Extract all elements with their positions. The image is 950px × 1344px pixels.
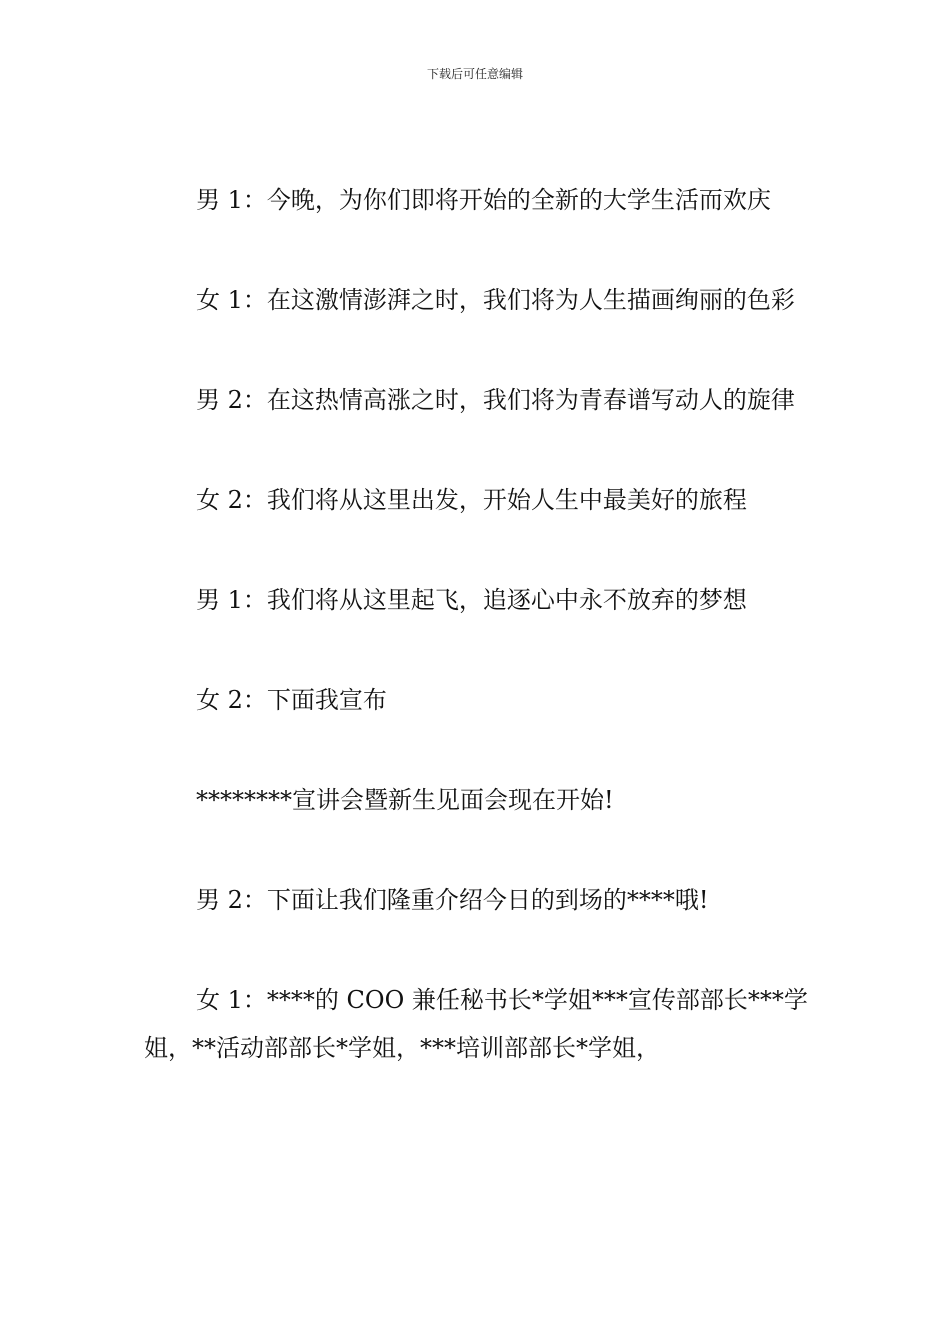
paragraph-1: 男 1：今晚，为你们即将开始的全新的大学生活而欢庆 [196, 186, 771, 214]
paragraph-9: 女 1：****的 COO 兼任秘书长*学姐***宣传部部长***学姐，**活动部部长*学姐，***培训部部长*学姐， [144, 986, 808, 1062]
paragraph-5: 男 1：我们将从这里起飞，追逐心中永不放弃的梦想 [196, 586, 747, 614]
paragraph-4: 女 2：我们将从这里出发，开始人生中最美好的旅程 [196, 486, 747, 514]
document-body [144, 176, 810, 1124]
paragraph-3: 男 2：在这热情高涨之时，我们将为青春谱写动人的旋律 [196, 386, 795, 414]
paragraph-6: 女 2：下面我宣布 [196, 686, 387, 714]
paragraph-7: ********宣讲会暨新生见面会现在开始! [196, 786, 614, 814]
page-header-note: 下载后可任意编辑 [426, 67, 523, 81]
paragraph-8: 男 2：下面让我们隆重介绍今日的到场的****哦! [196, 886, 709, 914]
paragraph-2: 女 1：在这激情澎湃之时，我们将为人生描画绚丽的色彩 [196, 286, 795, 314]
